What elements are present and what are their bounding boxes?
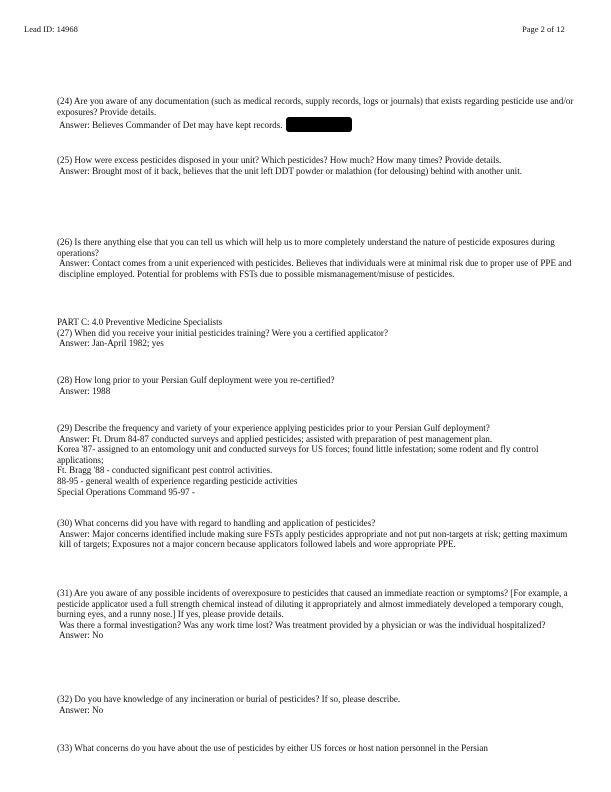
lead-id: Lead ID: 14968	[24, 24, 78, 34]
question-text-continued: Was there a formal investigation? Was any work time lost? Was treatment provided by a physician or was the individual hospitalized?	[59, 619, 546, 630]
answer-text: Answer: Jan-April 1982; yes	[59, 338, 164, 349]
question-27	[57, 317, 577, 349]
question-25	[57, 155, 577, 176]
question-text: (28) How long prior to your Persian Gulf deployment were you re-certified?	[57, 375, 335, 385]
answer-line: Special Operations Command 95-97 -	[57, 486, 195, 497]
answer-text: Answer: Believes Commander of Det may have kept records.	[57, 117, 577, 132]
answer-line: Korea '87- assigned to an entomology unit and conducted surveys for US forces; found little infestation; some rodent and fly control applications;	[57, 444, 539, 465]
answer-text: Answer: Brought most of it back, believes that the unit left DDT powder or malathion (for delousing) behind with another unit.	[59, 165, 523, 176]
question-text: (26) Is there anything else that you can tell us which will help us to more completely understand the nature of pesticide exposures during operations?	[57, 237, 555, 258]
question-text: (27) When did you receive your initial pesticides training? Were you a certified applicator?	[57, 327, 388, 338]
question-24	[57, 96, 577, 132]
answer-line: Ft. Bragg '88 - conducted significant pest control activities.	[57, 465, 273, 476]
page-number: Page 2 of 12	[522, 24, 565, 34]
question-29	[57, 423, 577, 497]
question-text: (31) Are you aware of any possible incidents of overexposure to pesticides that caused an immediate reaction or symptoms? [For example, a pesticide applicator used a full strength chemical instead of diluting it appropriately and almost immediately developed a temporary cough, burning eyes, and a runny nose.] If yes, please provide details.	[57, 588, 568, 620]
question-28	[57, 375, 577, 396]
question-33	[57, 743, 577, 754]
answer-text: Answer: No	[59, 704, 104, 715]
question-text: (25) How were excess pesticides disposed in your unit? Which pesticides? How much? How many times? Provide details.	[57, 155, 502, 165]
question-30	[57, 518, 577, 550]
question-31	[57, 588, 577, 641]
question-26	[57, 237, 577, 279]
answer-text: Answer: Ft. Drum 84-87 conducted surveys and applied pesticides; assisted with preparation of pest management plan.	[59, 433, 493, 444]
section-heading: PART C: 4.0 Preventive Medicine Specialists	[57, 317, 223, 327]
answer-line: 88-95 - general wealth of experience regarding pesticide activities	[57, 475, 298, 486]
answer-text: Answer: 1988	[59, 385, 111, 396]
answer-text: Answer: Major concerns identified include making sure FSTs apply pesticides appropriate and not put non-targets at risk; getting maximum kill of targets; Exposures not a major concern because applicators followed labels and wore appropriate PPE.	[59, 528, 568, 550]
question-text: (30) What concerns did you have with regard to handling and application of pesticides?	[57, 518, 376, 528]
question-32	[57, 694, 577, 715]
question-text: (29) Describe the frequency and variety of your experience applying pesticides prior to your Persian Gulf deployment?	[57, 423, 490, 433]
question-text: (24) Are you aware of any documentation (such as medical records, supply records, logs or journals) that exists regarding pesticide use and/or exposures? Provide details.	[57, 96, 574, 117]
redaction-block	[286, 117, 352, 132]
answer-text: Answer: Contact comes from a unit experienced with pesticides. Believes that individuals were at minimal risk due to proper use of PPE and discipline employed. Potential for problems with FSTs due to possible mismanagement/misuse of pesticides.	[59, 258, 572, 279]
question-text: (32) Do you have knowledge of any incineration or burial of pesticides? If so, please describe.	[57, 694, 401, 704]
answer-text: Answer: No	[59, 630, 104, 641]
question-text: (33) What concerns do you have about the use of pesticides by either US forces or host nation personnel in the Persian	[57, 743, 488, 753]
